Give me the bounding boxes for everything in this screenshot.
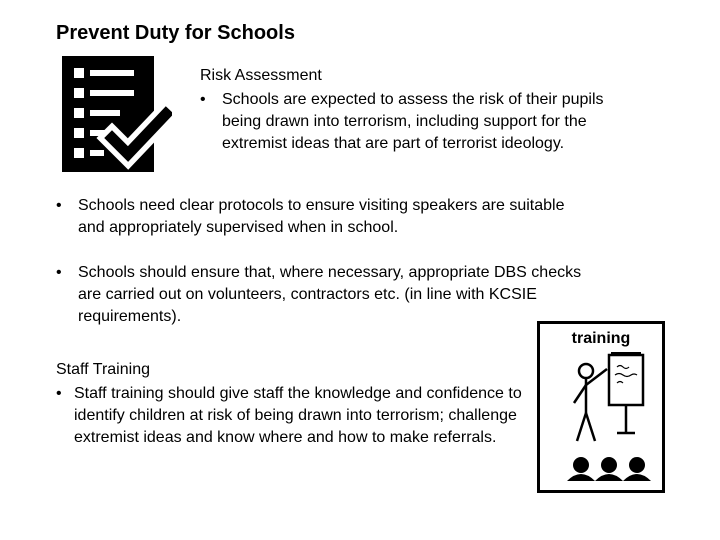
risk-assessment-bullet: [200, 89, 610, 155]
list-item: [56, 195, 566, 239]
training-icon: [537, 321, 665, 498]
risk-assessment-text: Schools are expected to assess the risk of their pupils being drawn into terrorism, including support for the extremist ideas that are part of terrorist ideology.: [222, 91, 604, 152]
bullet-marker: •: [56, 264, 62, 281]
visiting-speakers-text: Schools need clear protocols to ensure visiting speakers are suitable and appropriately supervised when in school.: [78, 197, 565, 236]
training-label: training: [571, 330, 631, 347]
bullet-marker: •: [56, 197, 62, 214]
staff-training-heading: Staff Training: [56, 361, 150, 378]
staff-training-bullet: [56, 383, 531, 449]
bullet-marker: •: [56, 385, 62, 402]
dbs-checks-text: Schools should ensure that, where necessary, appropriate DBS checks are carried out on volunteers, contractors etc. (in line with KCSIE requirements).: [78, 264, 582, 325]
page-title: Prevent Duty for Schools: [56, 22, 295, 44]
checklist-icon: [62, 56, 172, 177]
bullet-marker: •: [200, 91, 206, 108]
list-item: [56, 262, 601, 328]
staff-training-text: Staff training should give staff the knowledge and confidence to identify children at risk of being drawn into terrorism; challenge extremist ideas and know where and how to make referrals.: [74, 385, 522, 446]
risk-assessment-heading: Risk Assessment: [200, 67, 322, 84]
